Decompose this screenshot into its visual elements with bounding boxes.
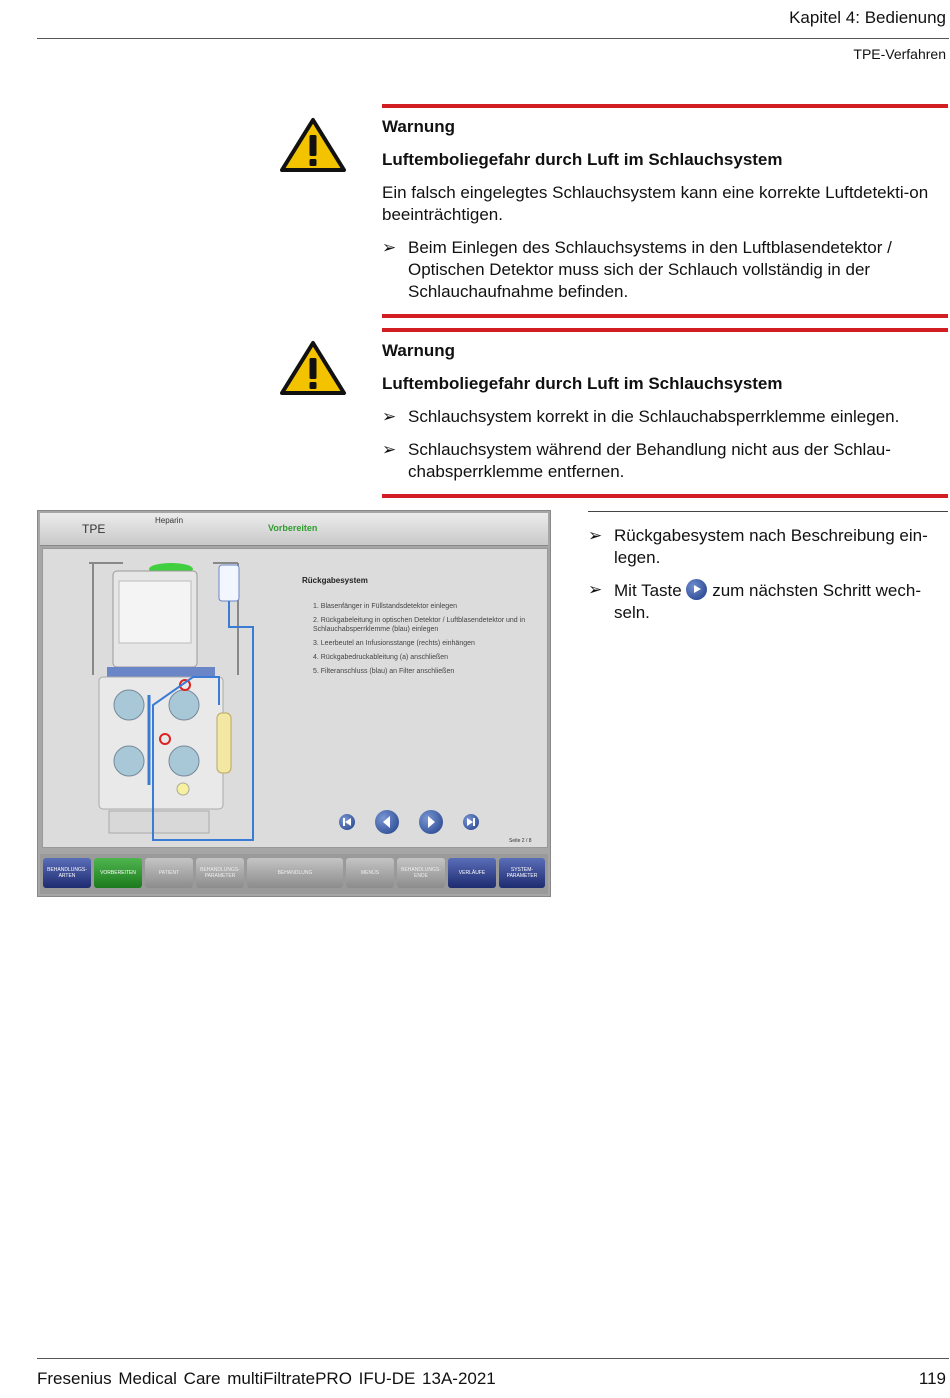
system-parameters-button[interactable]: SYSTEM-PARAMETER bbox=[499, 858, 545, 888]
treatment-end-button[interactable]: BEHANDLUNGS-ENDE bbox=[397, 858, 445, 888]
header-rule bbox=[37, 38, 949, 39]
skip-back-icon bbox=[339, 814, 355, 830]
warning-title: Warnung bbox=[382, 341, 456, 360]
warning-subtitle: Luftemboliegefahr durch Luft im Schlauchsystem bbox=[382, 374, 783, 393]
instruction-item: 3. Leerbeutel an Infusionsstange (rechts) einhängen bbox=[313, 640, 475, 647]
warning-box-1 bbox=[382, 104, 948, 318]
previous-button[interactable] bbox=[375, 810, 399, 834]
patient-button[interactable]: PATIENT bbox=[145, 858, 193, 888]
history-button[interactable]: VERLÄUFE bbox=[448, 858, 496, 888]
instruction-steps bbox=[588, 525, 948, 634]
chapter-heading: Kapitel 4: Bedienung bbox=[789, 8, 946, 27]
instructions-rule bbox=[588, 511, 948, 512]
treatment-parameters-button[interactable]: BEHANDLUNGS-PARAMETER bbox=[196, 858, 244, 888]
instruction-panel bbox=[42, 548, 548, 848]
warning-step: ➢ Schlauchsystem während der Behandlung nicht aus der Schlau-chabsperrklemme entfernen. bbox=[382, 440, 891, 481]
last-page-button[interactable] bbox=[463, 814, 479, 830]
arrow-bullet-icon: ➢ bbox=[588, 526, 603, 545]
page-indicator: Seite 2 / 8 bbox=[509, 838, 532, 844]
warning-triangle-icon bbox=[279, 340, 347, 396]
instruction-item: 2. Rückgabeleitung in optischen Detektor / Luftblasendetektor und in Schlauchabsperrklemme (blau) einlegen bbox=[313, 617, 526, 633]
mode-label: TPE bbox=[82, 522, 106, 536]
panel-title: Rückgabesystem bbox=[302, 576, 368, 585]
warning-subtitle: Luftemboliegefahr durch Luft im Schlauchsystem bbox=[382, 150, 783, 169]
next-button-icon bbox=[686, 579, 707, 600]
instruction-item: 1. Blasenfänger in Füllstandsdetektor einlegen bbox=[313, 603, 457, 610]
treatment-button[interactable]: BEHANDLUNG bbox=[247, 858, 343, 888]
arrow-bullet-icon: ➢ bbox=[588, 580, 603, 599]
instruction-list bbox=[313, 602, 541, 681]
section-heading: TPE-Verfahren bbox=[853, 46, 946, 62]
instruction-step: ➢ Mit Taste zum nächsten Schritt wech-seln. bbox=[588, 580, 921, 622]
prepare-button[interactable]: VORBEREITEN bbox=[94, 858, 142, 888]
instruction-item: 4. Rückgabedruckableitung (a) anschließen bbox=[313, 654, 449, 661]
arrow-bullet-icon: ➢ bbox=[382, 407, 397, 426]
skip-forward-icon bbox=[463, 814, 479, 830]
warning-text: Ein falsch eingelegtes Schlauchsystem kann eine korrekte Luftdetekti-on beeinträchtigen. bbox=[382, 183, 929, 224]
chevron-right-icon bbox=[419, 810, 443, 834]
warning-bar-top bbox=[382, 328, 948, 332]
footer-info: Fresenius Medical Care multiFiltratePRO IFU-DE 13A-2021 bbox=[37, 1369, 496, 1388]
warning-bar-top bbox=[382, 104, 948, 108]
instruction-item: 5. Filteranschluss (blau) an Filter anschließen bbox=[313, 668, 455, 675]
phase-label: Vorbereiten bbox=[268, 523, 318, 533]
arrow-bullet-icon: ➢ bbox=[382, 440, 397, 459]
chevron-left-icon bbox=[375, 810, 399, 834]
first-page-button[interactable] bbox=[339, 814, 355, 830]
footer-rule bbox=[37, 1358, 949, 1359]
arrow-bullet-icon: ➢ bbox=[382, 238, 397, 257]
next-button[interactable] bbox=[419, 810, 443, 834]
page-number: 119 bbox=[918, 1369, 946, 1388]
warning-step: ➢ Beim Einlegen des Schlauchsystems in den Luftblasendetektor / Optischen Detektor muss sich der Schlauch vollständig in der Schlauchaufnahme befinden. bbox=[382, 238, 892, 301]
menus-button[interactable]: MENÜS bbox=[346, 858, 394, 888]
function-button-bar bbox=[40, 854, 548, 894]
instruction-step: ➢ Rückgabesystem nach Beschreibung ein-legen. bbox=[588, 526, 928, 567]
warning-bar-bottom bbox=[382, 494, 948, 498]
device-screenshot bbox=[37, 510, 551, 897]
heparin-label: Heparin bbox=[155, 516, 184, 525]
machine-illustration-icon bbox=[53, 555, 283, 845]
warning-step: ➢ Schlauchsystem korrekt in die Schlauchabsperrklemme einlegen. bbox=[382, 407, 900, 426]
treatment-types-button[interactable]: BEHANDLUNGS-ARTEN bbox=[43, 858, 91, 888]
warning-title: Warnung bbox=[382, 117, 456, 136]
warning-triangle-icon bbox=[279, 117, 347, 173]
warning-box-2 bbox=[382, 328, 948, 498]
screen-header bbox=[40, 513, 548, 546]
warning-bar-bottom bbox=[382, 314, 948, 318]
